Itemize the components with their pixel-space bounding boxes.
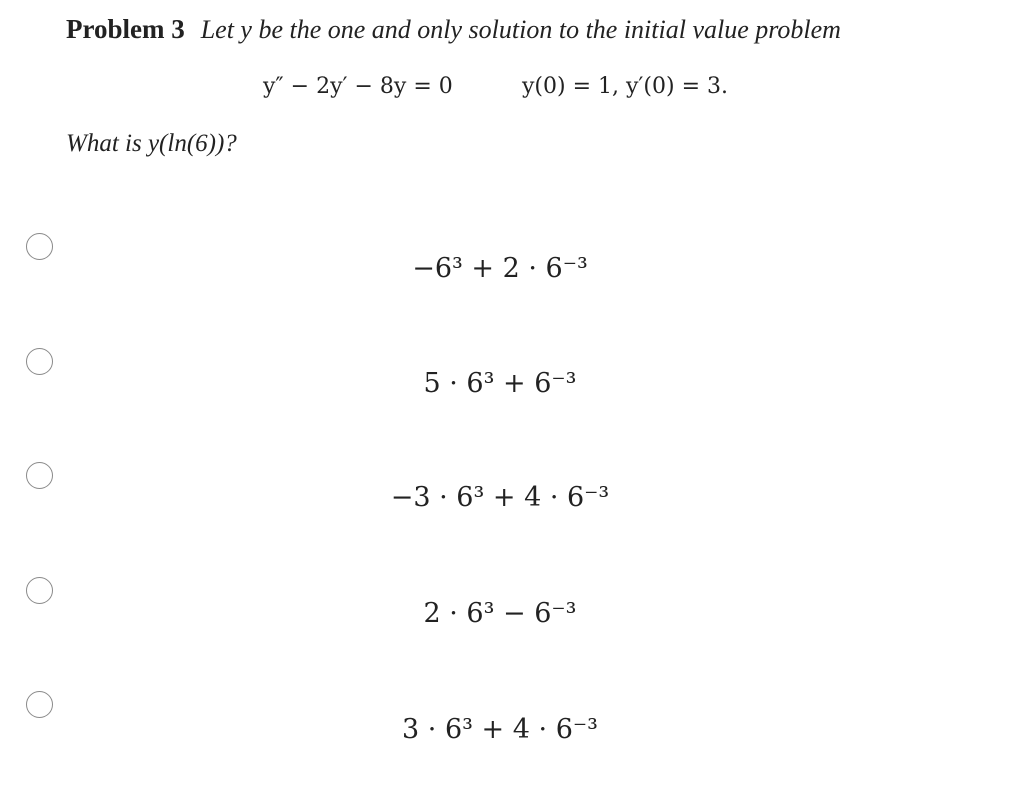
equation-row: [0, 74, 1024, 108]
problem-header: [66, 14, 841, 45]
answer-choice-1[interactable]: [0, 225, 1024, 315]
problem-statement: Let y be the one and only solution to the initial value problem: [200, 15, 841, 44]
choice-label-3[interactable]: −3 · 6³ + 4 · 6⁻³: [390, 482, 610, 513]
choice-label-2[interactable]: 5 · 6³ + 6⁻³: [423, 368, 577, 399]
problem-label: Problem 3: [66, 14, 185, 44]
initial-conditions: y(0) = 1, y′(0) = 3.: [522, 74, 728, 99]
answer-choice-3[interactable]: [0, 455, 1024, 545]
choice-label-5[interactable]: 3 · 6³ + 4 · 6⁻³: [402, 714, 598, 745]
differential-equation: y″ − 2y′ − 8y = 0: [263, 74, 453, 99]
answer-choice-2[interactable]: [0, 341, 1024, 431]
answer-choice-4[interactable]: [0, 570, 1024, 660]
question-text: What is y(ln(6))?: [66, 130, 237, 157]
answer-choice-5[interactable]: [0, 684, 1024, 774]
choice-label-1[interactable]: −6³ + 2 · 6⁻³: [412, 253, 588, 284]
choice-label-4[interactable]: 2 · 6³ − 6⁻³: [423, 598, 577, 629]
